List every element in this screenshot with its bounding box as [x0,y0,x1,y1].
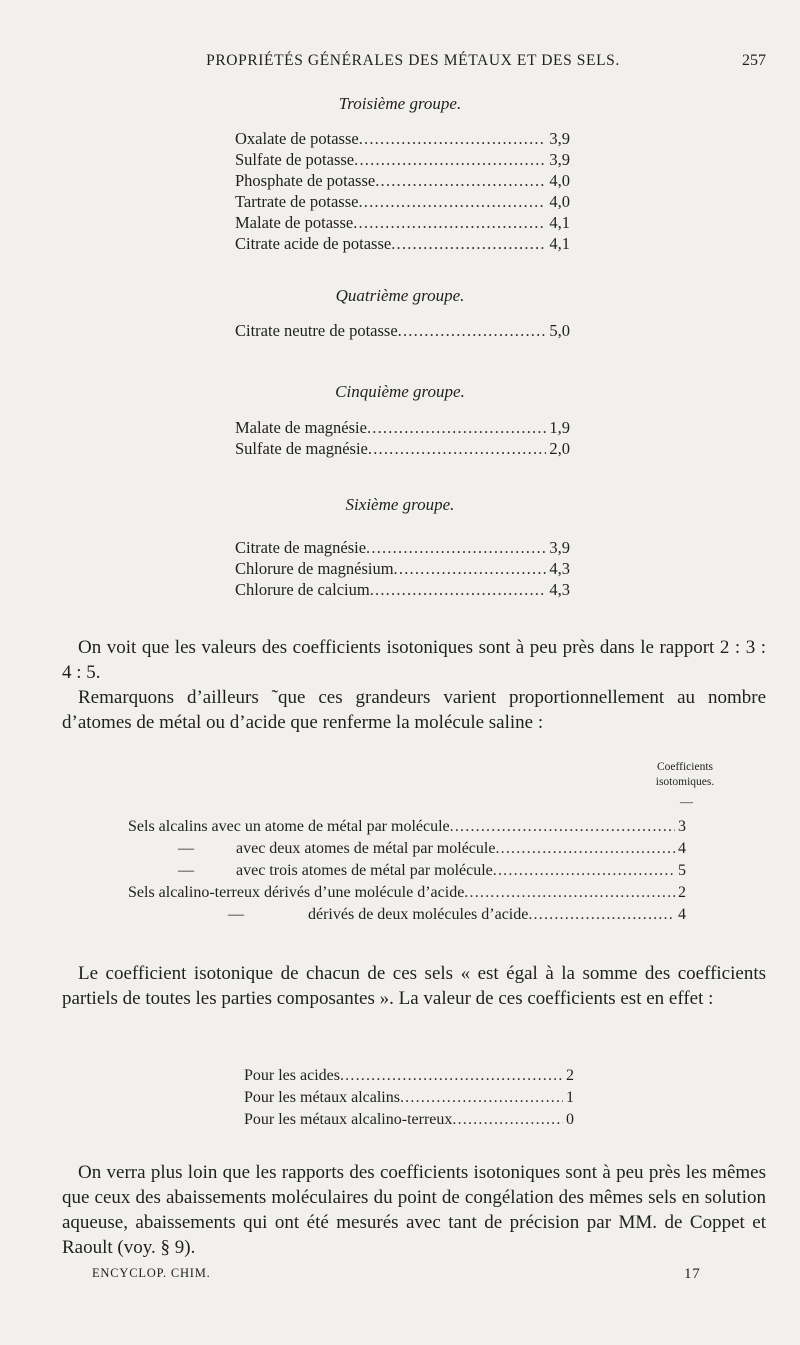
list-item: Sulfate de magnésie ..... 2,0 [235,439,570,460]
coefficients-column-header: Coefficients isotomiques. [655,761,715,788]
list-item: Malate de potasse ..... 4,1 [235,213,570,234]
list-item: Citrate neutre de potasse ..... 5,0 [235,321,570,342]
list-item: Citrate de magnésie ..... 3,9 [235,538,570,559]
list-item: Citrate acide de potasse ..... 4,1 [235,234,570,255]
page-footer [92,1266,701,1282]
list-item: Oxalate de potasse ..... 3,9 [235,129,570,150]
group-title-third: Troisième groupe. [338,94,462,113]
list-item: Tartrate de potasse ..... 4,0 [235,192,570,213]
list-item: Phosphate de potasse ..... 4,0 [235,171,570,192]
list-item: Malate de magnésie ..... 1,9 [235,418,570,439]
group-list-sixth [235,538,570,601]
footer-series: ENCYCLOP. CHIM. [92,1266,211,1280]
table-row: Pour les métaux alcalino-terreux ..... 0 [244,1111,574,1133]
paragraph-atoms: Remarquons d’ailleurs ˜que ces grandeurs varient proportionnellement au nombre d’atomes de métal ou d’acide que renferme la molécule saline : [62,687,766,733]
atoms-table [128,818,686,928]
list-item: Sulfate de potasse ..... 3,9 [235,150,570,171]
paragraph-ratio: On voit que les valeurs des coefficients isotoniques sont à peu près dans le rapport 2 : 3 : 4 : 5. [62,637,766,683]
signature-mark: 17 [684,1266,701,1282]
list-item: Chlorure de calcium ..... 4,3 [235,580,570,601]
table-row: Sels alcalins avec un atome de métal par molécule ..... 3 [128,818,686,840]
header-title: PROPRIÉTÉS GÉNÉRALES DES MÉTAUX ET DES SELS. [206,52,620,69]
page-number: 257 [742,52,766,69]
group-title-fifth: Cinquième groupe. [335,382,465,401]
table-row: — avec trois atomes de métal par molécule ..... 5 [128,862,686,884]
partial-coefficients-table [244,1067,574,1133]
table-row: Sels alcalino-terreux dérivés d’une molécule d’acide ..... 2 [128,884,686,906]
list-item: Chlorure de magnésium ..... 4,3 [235,559,570,580]
group-title-fourth: Quatrième groupe. [335,286,465,305]
group-title-sixth: Sixième groupe. [345,495,455,514]
group-list-fifth [235,418,570,460]
table-row: — avec deux atomes de métal par molécule ..... 4 [128,840,686,862]
group-list-fourth [235,321,570,342]
group-list-third [235,129,570,255]
paragraph-sum: Le coefficient isotonique de chacun de ces sels « est égal à la somme des coefficients partiels de toutes les parties composantes ». La valeur de ces coefficients est en effet : [62,963,766,1009]
table-row: Pour les métaux alcalins ..... 1 [244,1089,574,1111]
running-header [60,52,766,74]
column-header-dash: — [680,794,693,809]
table-row: Pour les acides ..... 2 [244,1067,574,1089]
paragraph-conclusion: On verra plus loin que les rapports des coefficients isotoniques sont à peu près les mêmes que ceux des abaissements moléculaires du point de congélation des mêmes sels en solution aqueuse, abaissements qui ont été mesurés avec tant de précision par MM. de Coppet et Raoult (voy. § 9). [62,1162,766,1258]
table-row: — dérivés de deux molécules d’acide ..... 4 [128,906,686,928]
